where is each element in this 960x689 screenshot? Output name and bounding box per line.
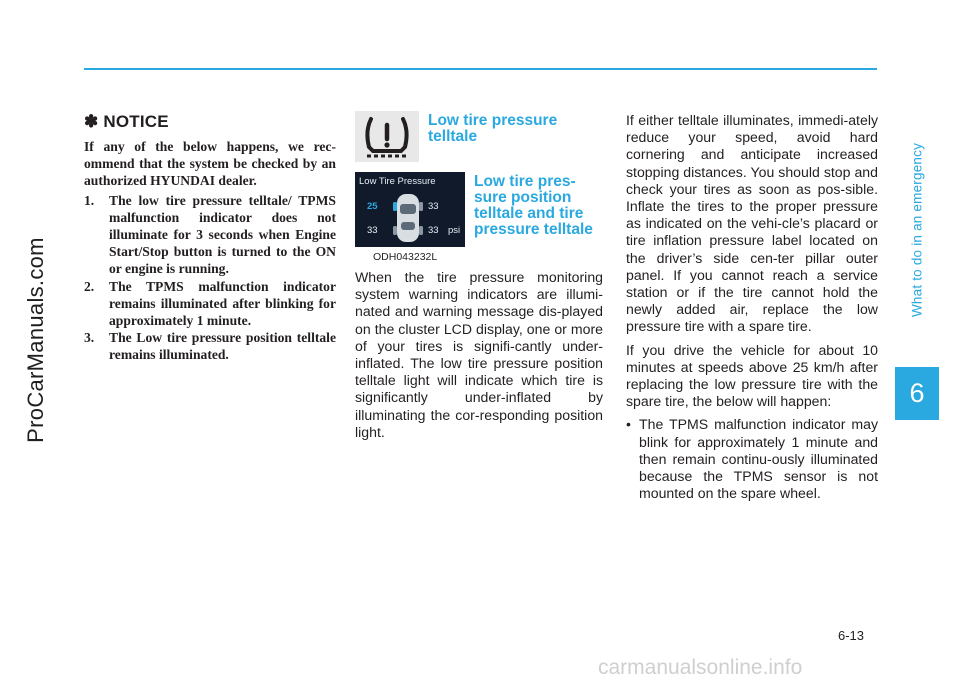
car-top-view-icon — [393, 192, 423, 244]
header-rule — [84, 68, 877, 70]
chapter-number: 6 — [909, 378, 925, 408]
lcd-front-left-value: 25 — [367, 201, 378, 212]
tpms-warning-icon — [355, 111, 419, 162]
paragraph-telltale-action: If either telltale illuminates, immedi-ately reduce your speed, avoid hard cornering and anticipate increased stopping distances. You should stop and check your tires as soon as pos-sible. Inflate the tires to the proper pressure as indicated on the vehi-cle’s placard or tire inflation pressure label located on the driver’s side cen-ter pillar outer panel. If you cannot reach a service station or if the tire cannot hold the newly added air, replace the low pressure tire with a spare tire. — [626, 112, 878, 335]
bullet-mark: • — [626, 416, 631, 433]
paragraph-spare-tire: If you drive the vehicle for about 10 minutes at speeds above 25 km/h after replacing the low pressure tire with the spare tire, the below will happen: — [626, 341, 878, 410]
notice-item — [84, 278, 336, 330]
notice-title: ✽ NOTICE — [84, 112, 169, 131]
notice-item — [84, 192, 336, 278]
column-3 — [626, 112, 878, 502]
section-body-text: When the tire pressure monitoring system warning indicators are illumi-nated and warning message dis-played on the cluster LCD display, one or more of your tires is signifi-cantly under-inflated. The low tire pressure position telltale light will indicate which tire is significantly under-inflated by illuminating the cor-responding position light. — [355, 269, 603, 440]
section-side-label: What to do in an emergency — [909, 142, 925, 318]
watermark-left-text: ProCarManuals.com — [23, 237, 48, 443]
heading-low-tire-pressure-telltale: Low tire pressure telltale — [428, 112, 558, 145]
notice-item-number: 2. — [84, 278, 95, 294]
lcd-title: Low Tire Pressure — [359, 176, 436, 187]
watermark-bottom: carmanualsonline.info — [598, 656, 803, 679]
notice-item-text: The TPMS malfunction indicator remains illuminated after blinking for approximately 1 minute. — [109, 278, 336, 329]
notice-item-number: 3. — [84, 330, 95, 346]
notice-item-number: 1. — [84, 192, 95, 208]
chapter-tab[interactable] — [895, 367, 939, 420]
watermark-left — [6, 170, 66, 510]
notice-box — [84, 112, 336, 364]
figure-caption: ODH043232L — [373, 251, 438, 263]
heading-position-telltale: Low tire pres-sure position telltale and tire pressure telltale — [474, 173, 593, 238]
page-number: 6-13 — [838, 628, 865, 643]
lcd-display-figure — [355, 172, 465, 247]
lcd-rear-right-value: 33 — [428, 225, 439, 236]
notice-intro: If any of the below happens, we rec-ommend that the system be checked by an authorized HYUNDAI dealer. — [84, 139, 336, 189]
notice-list — [84, 192, 336, 364]
lcd-unit: psi — [448, 225, 461, 236]
tpms-icon-box — [355, 111, 419, 162]
lcd-front-right-value: 33 — [428, 201, 439, 212]
bullet-item — [626, 416, 878, 502]
lcd-rear-left-value: 33 — [367, 225, 378, 236]
notice-item — [84, 329, 336, 363]
notice-item-text: The Low tire pressure position telltale remains illuminated. — [109, 330, 336, 363]
notice-item-text: The low tire pressure telltale/ TPMS malfunction indicator does not illuminate for 3 seconds when Engine Start/Stop button is turned to the ON or engine is running. — [109, 192, 336, 277]
bullet-text: The TPMS malfunction indicator may blink for approximately 1 minute and then remain continu-ously illuminated because the TPMS sensor is not mounted on the spare wheel. — [639, 416, 878, 502]
